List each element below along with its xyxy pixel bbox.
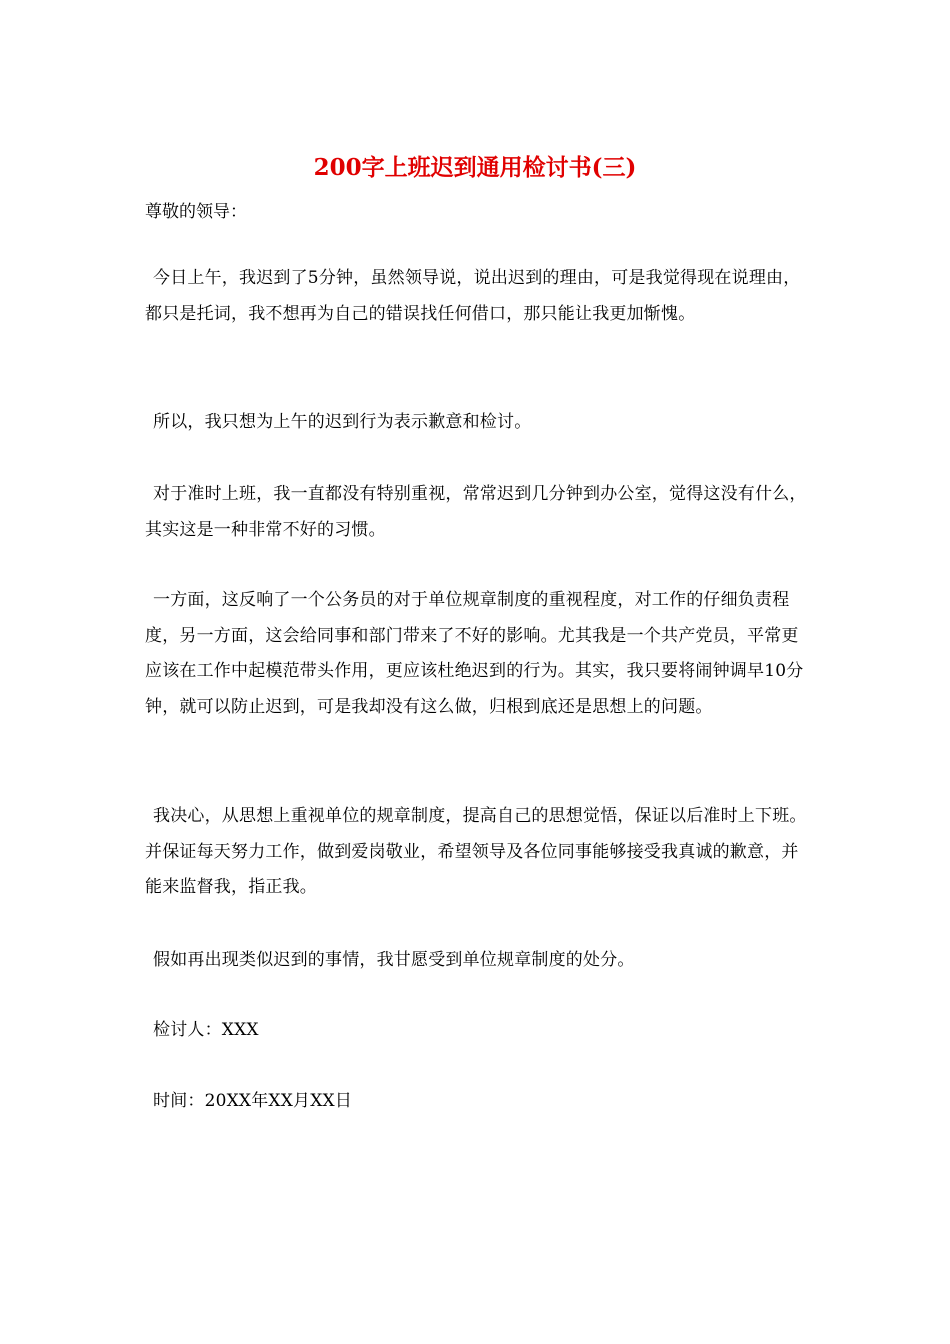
paragraph-resolution: 我决心，从思想上重视单位的规章制度，提高自己的思想觉悟，保证以后准时上下班。并保证每天努力工作，做到爱岗敬业，希望领导及各位同事能够接受我真诚的歉意，并能来监督我，指正我。 bbox=[145, 806, 807, 897]
document-title: 200字上班迟到通用检讨书(三) bbox=[313, 154, 637, 181]
date-line: 时间：20XX年XX月XX日 bbox=[153, 1091, 353, 1111]
paragraph-apology: 所以，我只想为上午的迟到行为表示歉意和检讨。 bbox=[153, 412, 532, 432]
paragraph-late-reason: 今日上午，我迟到了5分钟，虽然领导说，说出迟到的理由，可是我觉得现在说理由，都只是托词，我不想再为自己的错误找任何借口，那只能让我更加惭愧。 bbox=[145, 268, 801, 324]
paragraph-impact: 一方面，这反响了一个公务员的对于单位规章制度的重视程度，对工作的仔细负责程度，另一方面，这会给同事和部门带来了不好的影响。尤其我是一个共产党员，平常更应该在工作中起模范带头作用，更应该杜绝迟到的行为。其实，我只要将闹钟调早10分钟，就可以防止迟到，可是我却没有这么做，归根到底还是思想上的问题。 bbox=[145, 590, 804, 717]
paragraph-habit: 对于准时上班，我一直都没有特别重视，常常迟到几分钟到办公室，觉得这没有什么，其实这是一种非常不好的习惯。 bbox=[145, 484, 807, 540]
signature-line: 检讨人：XXX bbox=[153, 1020, 259, 1040]
salutation: 尊敬的领导： bbox=[145, 202, 247, 222]
paragraph-penalty: 假如再出现类似迟到的事情，我甘愿受到单位规章制度的处分。 bbox=[153, 950, 635, 970]
